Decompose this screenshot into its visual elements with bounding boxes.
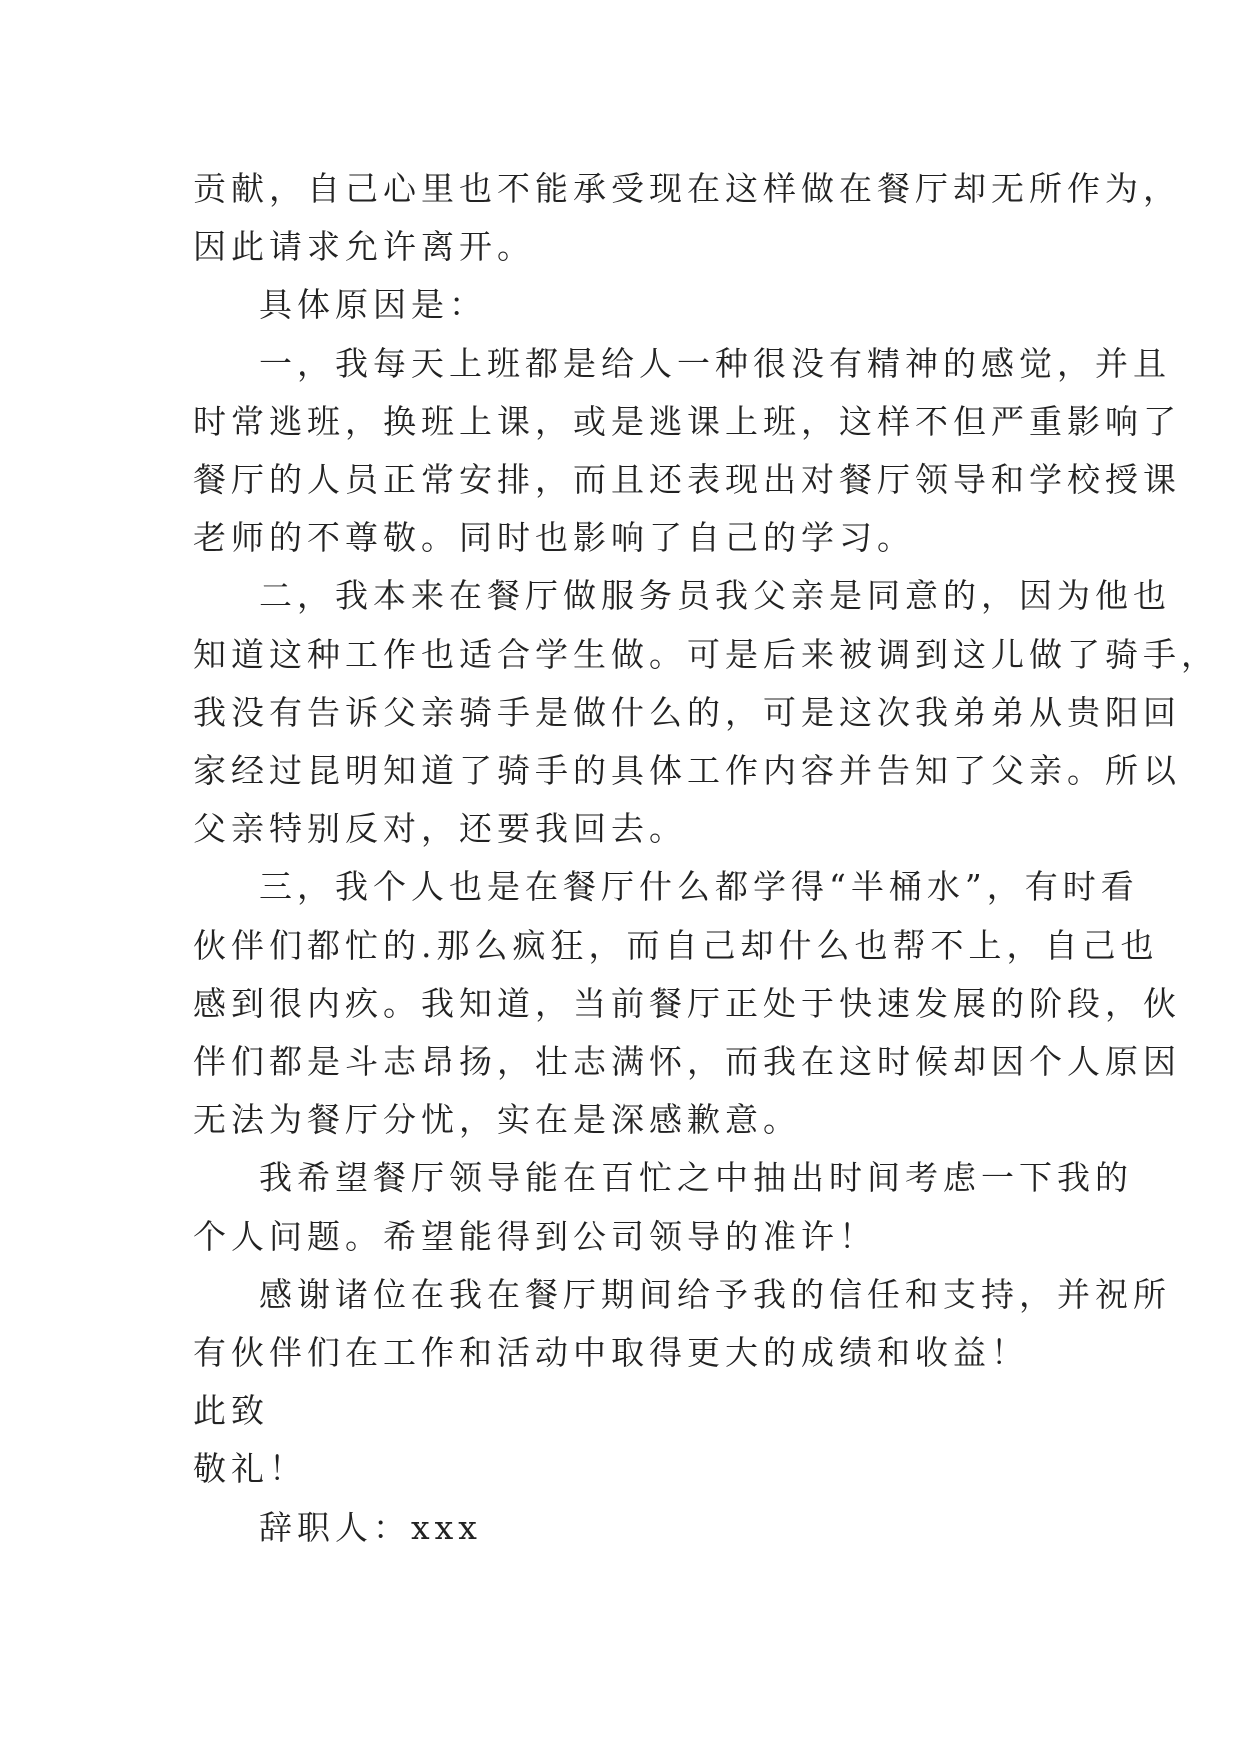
reason-one-line: 老师的不尊敬。同时也影响了自己的学习。	[193, 518, 915, 558]
request-line: 我希望餐厅领导能在百忙之中抽出时间考虑一下我的	[259, 1158, 1133, 1198]
thanks-line: 有伙伴们在工作和活动中取得更大的成绩和收益！	[193, 1333, 1029, 1373]
body-line: 因此请求允许离开。	[193, 227, 535, 267]
reason-two-line: 家经过昆明知道了骑手的具体工作内容并告知了父亲。所以	[193, 751, 1181, 791]
signature-line: 辞职人：xxx	[259, 1507, 482, 1547]
section-heading: 具体原因是：	[259, 285, 487, 325]
request-line: 个人问题。希望能得到公司领导的准许！	[193, 1216, 877, 1256]
letter-body	[193, 160, 1219, 1557]
reason-three-line: 感到很内疚。我知道，当前餐厅正处于快速发展的阶段，伙	[193, 983, 1181, 1023]
body-line: 贡献，自己心里也不能承受现在这样做在餐厅却无所作为，	[193, 169, 1181, 208]
reason-two-line: 我没有告诉父亲骑手是做什么的，可是这次我弟弟从贵阳回	[193, 692, 1181, 732]
reason-three-line: 伙伴们都忙的.那么疯狂，而自己却什么也帮不上，自己也	[193, 925, 1159, 965]
reason-one-line: 餐厅的人员正常安排，而且还表现出对餐厅领导和学校授课	[193, 460, 1181, 500]
reason-three-line: 伴们都是斗志昂扬，壮志满怀，而我在这时候却因个人原因	[193, 1042, 1181, 1082]
reason-two-line: 二，我本来在餐厅做服务员我父亲是同意的，因为他也	[259, 576, 1171, 616]
reason-two-line: 知道这种工作也适合学生做。可是后来被调到这儿做了骑手，	[193, 634, 1219, 674]
closing-line: 此致	[193, 1391, 269, 1431]
reason-two-line: 父亲特别反对，还要我回去。	[193, 809, 687, 849]
reason-one-line: 时常逃班，换班上课，或是逃课上班，这样不但严重影响了	[193, 401, 1181, 441]
salutation-line: 敬礼！	[193, 1449, 307, 1489]
reason-one-line: 一，我每天上班都是给人一种很没有精神的感觉，并且	[259, 343, 1171, 383]
reason-three-line: 无法为餐厅分忧，实在是深感歉意。	[193, 1100, 801, 1140]
reason-three-line: 三，我个人也是在餐厅什么都学得“半桶水”，有时看	[259, 867, 1139, 907]
thanks-line: 感谢诸位在我在餐厅期间给予我的信任和支持，并祝所	[259, 1274, 1171, 1314]
